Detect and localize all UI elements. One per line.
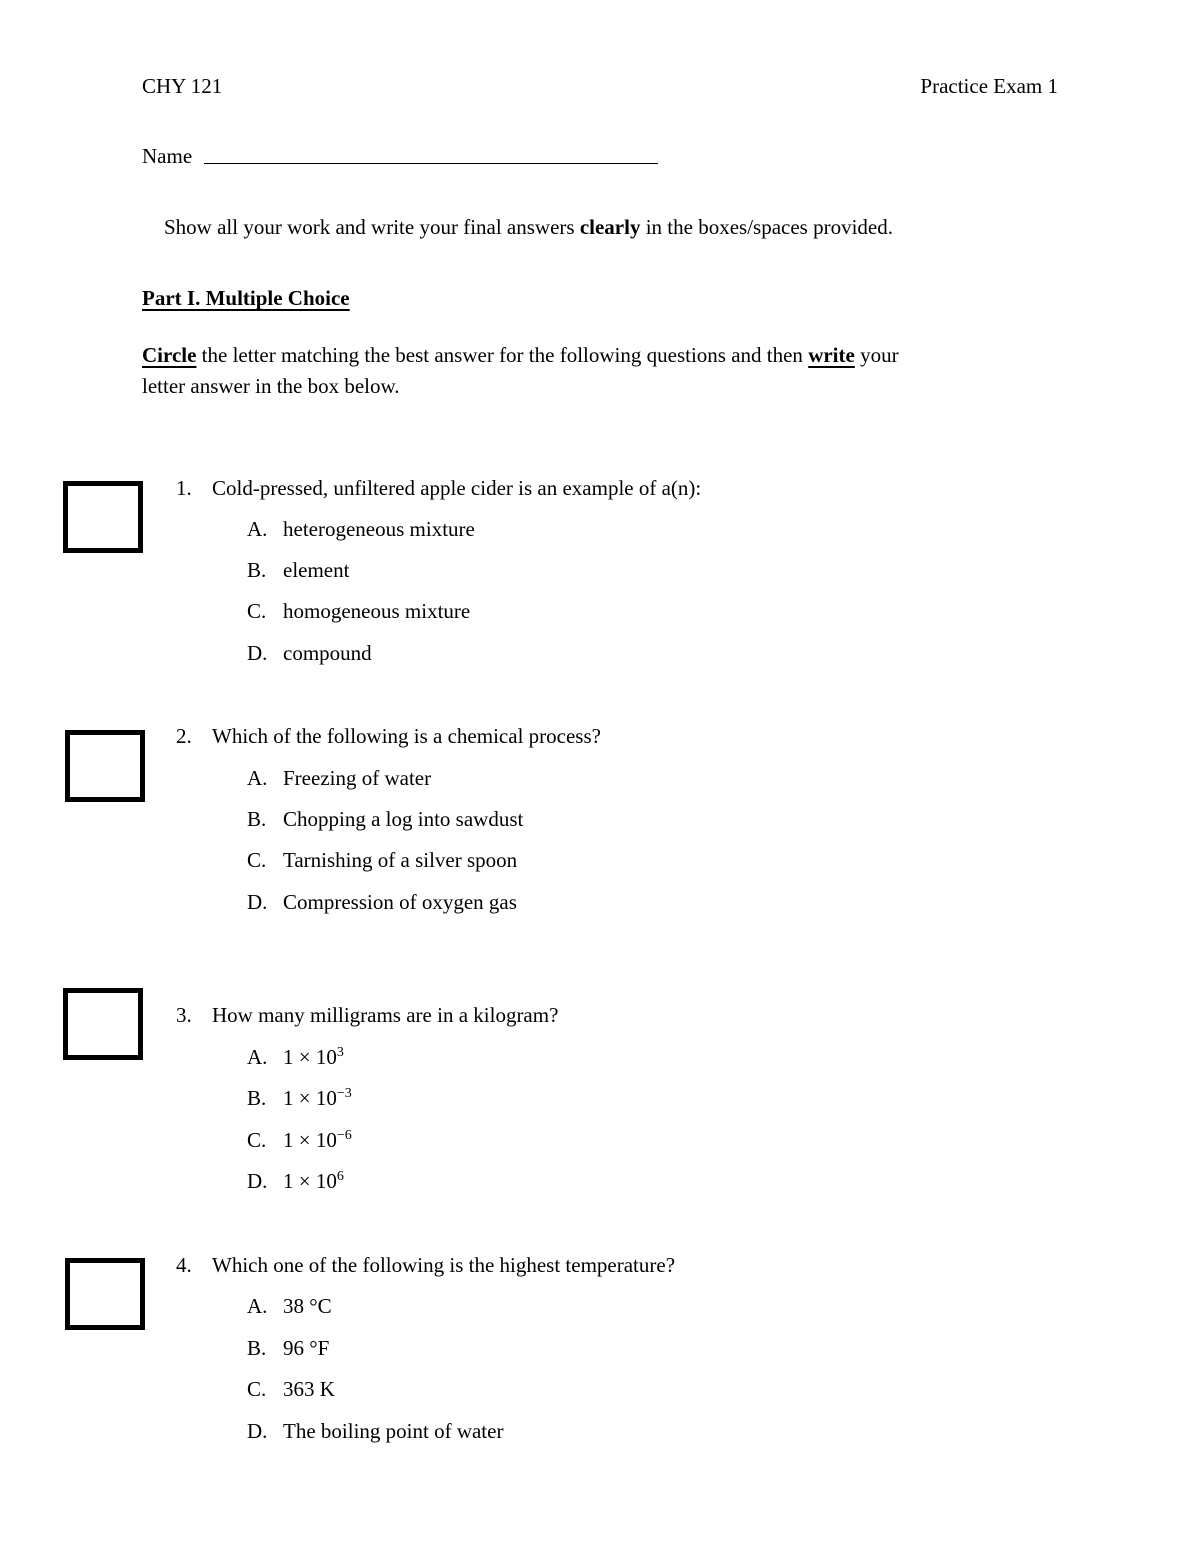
answer-box-4[interactable] — [65, 1258, 145, 1330]
option-letter[interactable]: C. — [247, 1377, 267, 1401]
question-number: 2. — [176, 724, 192, 748]
answer-box-1[interactable] — [63, 481, 143, 553]
part1-title: Part I. Multiple Choice — [142, 286, 350, 310]
option-text: heterogeneous mixture — [283, 517, 475, 541]
option-letter[interactable]: B. — [247, 1336, 267, 1360]
option-letter[interactable]: D. — [247, 890, 268, 914]
question-number: 3. — [176, 1003, 192, 1027]
option-text: 363 K — [283, 1377, 335, 1401]
option-text: Compression of oxygen gas — [283, 890, 517, 914]
option-text: 96 °F — [283, 1336, 330, 1360]
option-text: element — [283, 558, 350, 582]
option-letter[interactable]: C. — [247, 1128, 267, 1152]
option-text: $1 \times 10^6$ — [283, 1169, 344, 1193]
option-letter[interactable]: A. — [247, 1294, 268, 1318]
part1-directions-line2: letter answer in the box below. — [142, 374, 400, 398]
option-text: Freezing of water — [283, 766, 432, 790]
name-label: Name — [142, 144, 193, 168]
option-text: homogeneous mixture — [283, 599, 471, 623]
option-text: $1 \times 10^{-6}$ — [283, 1128, 352, 1152]
answer-box-3[interactable] — [63, 988, 143, 1060]
option-letter[interactable]: D. — [247, 641, 268, 665]
option-text: 38 °C — [283, 1294, 332, 1318]
option-letter[interactable]: A. — [247, 517, 268, 541]
option-letter[interactable]: A. — [247, 1045, 268, 1069]
answer-box-2[interactable] — [65, 730, 145, 802]
question-text: How many milligrams are in a kilogram? — [212, 1003, 559, 1027]
question-number: 4. — [176, 1253, 192, 1277]
question-text: Cold-pressed, unfiltered apple cider is an example of a(n): — [212, 476, 702, 500]
circle-word: Circle — [142, 343, 197, 367]
option-text: $1 \times 10^{-3}$ — [283, 1086, 352, 1110]
option-text: Tarnishing of a silver spoon — [283, 848, 518, 872]
option-letter[interactable]: B. — [247, 558, 267, 582]
option-text: compound — [283, 641, 372, 665]
course-code: CHY 121 — [142, 74, 223, 98]
instructions-emphasis: clearly — [579, 215, 641, 239]
name-underline[interactable] — [204, 163, 658, 164]
option-letter[interactable]: C. — [247, 599, 267, 623]
option-text: The boiling point of water — [283, 1419, 504, 1443]
write-word: write — [808, 343, 855, 367]
option-letter[interactable]: B. — [247, 1086, 267, 1110]
option-text: Chopping a log into sawdust — [283, 807, 524, 831]
option-letter[interactable]: B. — [247, 807, 267, 831]
instructions: Show all your work and write your final answers clearly in the boxes/spaces provided. — [164, 215, 893, 239]
option-letter[interactable]: D. — [247, 1169, 268, 1193]
option-letter[interactable]: D. — [247, 1419, 268, 1443]
option-text: $1 \times 10^3$ — [283, 1045, 344, 1069]
part1-directions-line1: Circle the letter matching the best answer for the following questions and then write your — [142, 343, 899, 367]
option-letter[interactable]: A. — [247, 766, 268, 790]
question-text: Which of the following is a chemical process? — [212, 724, 601, 748]
question-text: Which one of the following is the highest temperature? — [212, 1253, 676, 1277]
exam-title: Practice Exam 1 — [920, 74, 1058, 98]
question-number: 1. — [176, 476, 192, 500]
option-letter[interactable]: C. — [247, 848, 267, 872]
